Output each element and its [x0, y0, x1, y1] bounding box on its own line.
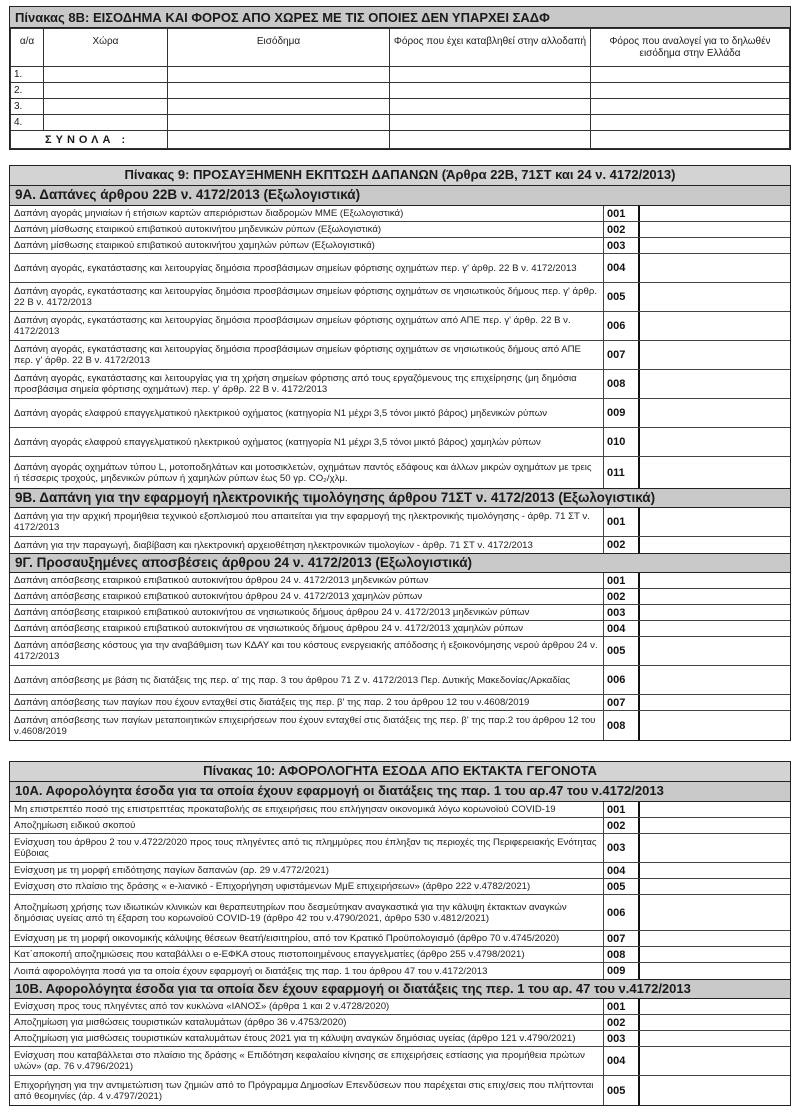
col-header-country: Χώρα: [44, 29, 168, 67]
amount-field[interactable]: [640, 428, 790, 456]
row-description: Δαπάνη αγοράς μηνιαίων ή ετήσιων καρτών απεριόριστων διαδρομών ΜΜΕ (Εξωλογιστικά): [10, 206, 604, 221]
row-code: 002: [604, 537, 640, 553]
row-description: Δαπάνη αγοράς, εγκατάστασης και λειτουργίας δημόσια προσβάσιμων σημείων φόρτισης οχημάτων από ΑΠΕ περ. γ' άρθρ. 22 Β ν. 4172/2013: [10, 312, 604, 340]
amount-field[interactable]: [640, 1047, 790, 1075]
row-code: 001: [604, 999, 640, 1014]
row-description: Ενίσχυση προς τους πληγέντες από τον κυκλώνα «ΙΑΝΟΣ» (άρθρα 1 και 2 ν.4728/2020): [10, 999, 604, 1014]
section-9b-rows: [10, 508, 790, 553]
section-9c-title: 9Γ. Προσαυξημένες αποσβέσεις άρθρου 24 ν. 4172/2013 (Εξωλογιστικά): [10, 553, 790, 573]
amount-field[interactable]: [640, 834, 790, 862]
row-code: 008: [604, 370, 640, 398]
country-field[interactable]: [44, 83, 168, 99]
foreign-tax-field[interactable]: [390, 99, 591, 115]
row-code: 004: [604, 621, 640, 636]
row-description: Δαπάνη αγοράς, εγκατάστασης και λειτουργίας δημόσια προσβάσιμων σημείων φόρτισης οχημάτων σε νησιωτικούς δήμους περ. γ' άρθρ. 22 Β ν. 4172/2013: [10, 283, 604, 311]
section-9c-rows: [10, 573, 790, 740]
row-description: Δαπάνη απόσβεσης κόστους για την αναβάθμιση των ΚΔΑΥ και του κόστους ενεργειακής απόδοσης ή εξοικονόμησης νερού άρθρου 24 ν. 4172/2013: [10, 637, 604, 665]
table-row: [11, 67, 790, 83]
table-10-title: Πίνακας 10: ΑΦΟΡΟΛΟΓΗΤΑ ΕΣΟΔΑ ΑΠΟ ΕΚΤΑΚΤΑ ΓΕΓΟΝΟΤΑ: [10, 762, 790, 782]
section-10b-title: 10Β. Αφορολόγητα έσοδα για τα οποία δεν έχουν εφαρμογή οι διατάξεις της περ. 1 του αρ. 47 του ν.4172/2013: [10, 979, 790, 999]
totals-label: ΣΥΝΟΛΑ :: [11, 131, 168, 149]
row-description: Δαπάνη αγοράς ελαφρού επαγγελματικού ηλεκτρικού οχήματος (κατηγορία Ν1 μέχρι 3,5 τόνοι μικτό βάρος) μηδενικών ρύπων: [10, 399, 604, 427]
row-code: 005: [604, 283, 640, 311]
total-income-field[interactable]: [168, 131, 390, 149]
table-row: [10, 206, 790, 222]
row-code: 008: [604, 947, 640, 962]
row-description: Δαπάνη μίσθωσης εταιρικού επιβατικού αυτοκινήτου μηδενικών ρύπων (Εξωλογιστικά): [10, 222, 604, 237]
table-row: [10, 999, 790, 1015]
row-code: 003: [604, 834, 640, 862]
table-row: [10, 879, 790, 895]
section-10b-rows: [10, 999, 790, 1105]
table-row: [10, 863, 790, 879]
row-description: Δαπάνη απόσβεσης με βάση τις διατάξεις της περ. α' της παρ. 3 του άρθρου 71 Ζ ν. 4172/2013 Περ. Δυτικής Μακεδονίας/Αρκαδίας: [10, 666, 604, 694]
row-code: 001: [604, 206, 640, 221]
table-row: [11, 83, 790, 99]
amount-field[interactable]: [640, 711, 790, 740]
row-number: 4.: [11, 115, 44, 131]
income-field[interactable]: [168, 83, 390, 99]
table-row: [10, 457, 790, 488]
amount-field[interactable]: [640, 222, 790, 237]
table-row: [10, 1076, 790, 1105]
amount-field[interactable]: [640, 895, 790, 930]
row-code: 007: [604, 931, 640, 946]
row-description: Δαπάνη απόσβεσης των παγίων μεταποιητικών επιχειρήσεων που έχουν ενταχθεί στις διατάξεις της περ. β' της παρ.2 του άρθρου 12 του ν.4608/2019: [10, 711, 604, 740]
amount-field[interactable]: [640, 863, 790, 878]
table-row: [10, 711, 790, 740]
row-description: Δαπάνη για την αρχική προμήθεια τεχνικού εξοπλισμού που απαιτείται για την εφαρμογή της ηλεκτρονικής τιμολόγησης - άρθρ. 71 ΣΤ ν. 4172/2013: [10, 508, 604, 536]
amount-field[interactable]: [640, 254, 790, 282]
row-code: 005: [604, 1076, 640, 1105]
table-row: [10, 428, 790, 457]
row-description: Δαπάνη αγοράς, εγκατάστασης και λειτουργίας δημόσια προσβάσιμων σημείων φόρτισης οχημάτων σε νησιωτικούς δήμους από ΑΠΕ περ. γ' άρθρ. 22 Β ν. 4172/2013: [10, 341, 604, 369]
row-code: 011: [604, 457, 640, 488]
row-code: 006: [604, 895, 640, 930]
amount-field[interactable]: [640, 206, 790, 221]
totals-row: [11, 131, 790, 149]
amount-field[interactable]: [640, 312, 790, 340]
table-10: [9, 761, 791, 1106]
greek-tax-field[interactable]: [591, 83, 790, 99]
table-row: [10, 637, 790, 666]
row-description: Δαπάνη για την παραγωγή, διαβίβαση και ηλεκτρονική αρχειοθέτηση ηλεκτρονικών τιμολογίων - άρθρ. 71 ΣΤ ν. 4172/2013: [10, 537, 604, 553]
greek-tax-field[interactable]: [591, 67, 790, 83]
table-row: [10, 834, 790, 863]
row-description: Δαπάνη αγοράς ελαφρού επαγγελματικού ηλεκτρικού οχήματος (κατηγορία Ν1 μέχρι 3,5 τόνοι μικτό βάρος) χαμηλών ρύπων: [10, 428, 604, 456]
row-description: Δαπάνη απόσβεσης εταιρικού επιβατικού αυτοκινήτου άρθρου 24 ν. 4172/2013 χαμηλών ρύπων: [10, 589, 604, 604]
table-row: [10, 895, 790, 931]
amount-field[interactable]: [640, 238, 790, 253]
table-row: [10, 1047, 790, 1076]
col-header-income: Εισόδημα: [168, 29, 390, 67]
amount-field[interactable]: [640, 1076, 790, 1105]
table-row: [10, 537, 790, 553]
amount-field[interactable]: [640, 621, 790, 636]
row-description: Αποζημίωση για μισθώσεις τουριστικών καταλυμάτων (άρθρο 36 ν.4753/2020): [10, 1015, 604, 1030]
table-row: [10, 1031, 790, 1047]
amount-field[interactable]: [640, 879, 790, 894]
amount-field[interactable]: [640, 1015, 790, 1030]
row-code: 001: [604, 508, 640, 536]
table-row: [11, 115, 790, 131]
amount-field[interactable]: [640, 508, 790, 536]
total-foreign-tax-field[interactable]: [390, 131, 591, 149]
section-9a-title: 9Α. Δαπάνες άρθρου 22Β ν. 4172/2013 (Εξωλογιστικά): [10, 186, 790, 206]
amount-field[interactable]: [640, 589, 790, 604]
amount-field[interactable]: [640, 457, 790, 488]
row-description: Δαπάνη αγοράς οχημάτων τύπου L, μοτοποδηλάτων και μοτοσικλετών, οχημάτων παντός εδάφους και άλλων μικρών οχημάτων με τρεις ή τέσσερις τροχούς, μηδενικών ρύπων ή χαμηλών ρύπων έως 50 γρ. CO₂/χλμ.: [10, 457, 604, 488]
table-row: [10, 573, 790, 589]
foreign-tax-field[interactable]: [390, 67, 591, 83]
row-description: Δαπάνη απόσβεσης εταιρικού επιβατικού αυτοκινήτου σε νησιωτικούς δήμους άρθρου 24 ν. 4172/2013 χαμηλών ρύπων: [10, 621, 604, 636]
section-10a-title: 10Α. Αφορολόγητα έσοδα για τα οποία έχουν εφαρμογή οι διατάξεις της παρ. 1 του αρ.47 του ν.4172/2013: [10, 782, 790, 802]
table-row: [10, 963, 790, 979]
row-description: Δαπάνη μίσθωσης εταιρικού επιβατικού αυτοκινήτου χαμηλών ρύπων (Εξωλογιστικά): [10, 238, 604, 253]
amount-field[interactable]: [640, 573, 790, 588]
row-description: Δαπάνη αγοράς, εγκατάστασης και λειτουργίας για τη χρήση σημείων φόρτισης από τους εργαζόμενους της επιχείρησης (μη δημόσια προσβάσιμα σημεία φόρτισης οχημάτων) περ. γ' άρθρ. 22 Β ν. 4172/2013: [10, 370, 604, 398]
table-row: [10, 254, 790, 283]
table-row: [10, 341, 790, 370]
table-row: [10, 312, 790, 341]
income-field[interactable]: [168, 67, 390, 83]
table-row: [10, 621, 790, 637]
amount-field[interactable]: [640, 1031, 790, 1046]
table-9: [9, 165, 791, 741]
row-description: Αποζημίωση ειδικού σκοπού: [10, 818, 604, 833]
table-row: [10, 931, 790, 947]
amount-field[interactable]: [640, 802, 790, 817]
row-code: 002: [604, 589, 640, 604]
row-code: 002: [604, 1015, 640, 1030]
row-code: 003: [604, 238, 640, 253]
greek-tax-field[interactable]: [591, 99, 790, 115]
row-code: 003: [604, 1031, 640, 1046]
row-description: Ενίσχυση με τη μορφή οικονομικής κάλυψης θέσεων θεατή/εισιτηρίου, από τον Κρατικό Προϋπολογισμό (άρθρο 70 ν.4745/2020): [10, 931, 604, 946]
table-row: [10, 283, 790, 312]
row-code: 008: [604, 711, 640, 740]
country-field[interactable]: [44, 115, 168, 131]
row-description: Δαπάνη απόσβεσης των παγίων που έχουν ενταχθεί στις διατάξεις της περ. β' της παρ. 2 του άρθρου 12 του ν.4608/2019: [10, 695, 604, 710]
table-row: [10, 589, 790, 605]
table-8b-title: Πίνακας 8Β: ΕΙΣΟΔΗΜΑ ΚΑΙ ΦΟΡΟΣ ΑΠΟ ΧΩΡΕΣ ΜΕ ΤΙΣ ΟΠΟΙΕΣ ΔΕΝ ΥΠΑΡΧΕΙ ΣΑΔΦ: [10, 7, 790, 28]
table-row: [10, 818, 790, 834]
row-code: 010: [604, 428, 640, 456]
section-9b-title: 9Β. Δαπάνη για την εφαρμογή ηλεκτρονικής τιμολόγησης άρθρου 71ΣΤ ν. 4172/2013 (Εξωλογιστικά): [10, 488, 790, 508]
section-9a-rows: [10, 206, 790, 488]
row-description: Ενίσχυση που καταβάλλεται στο πλαίσιο της δράσης « Επιδότηση κεφαλαίου κίνησης σε επιχειρήσεις εστίασης για προμήθεια πρώτων υλών» (αρ. 76 ν.4796/2021): [10, 1047, 604, 1075]
row-description: Κατ΄αποκοπή αποζημιώσεις που καταβάλλει ο e-ΕΦΚΑ στους πιστοποιημένους επαγγελματίες (άρθρο 255 ν.4798/2021): [10, 947, 604, 962]
row-number: 2.: [11, 83, 44, 99]
row-code: 009: [604, 963, 640, 979]
amount-field[interactable]: [640, 341, 790, 369]
foreign-tax-field[interactable]: [390, 83, 591, 99]
country-field[interactable]: [44, 67, 168, 83]
amount-field[interactable]: [640, 947, 790, 962]
row-code: 005: [604, 637, 640, 665]
col-header-aa: α/α: [11, 29, 44, 67]
amount-field[interactable]: [640, 399, 790, 427]
col-header-foreign-tax: Φόρος που έχει καταβληθεί στην αλλοδαπή: [390, 29, 591, 67]
table-row: [10, 508, 790, 537]
row-description: Λοιπά αφορολόγητα ποσά για τα οποία έχουν εφαρμογή οι διατάξεις της παρ. 1 του άρθρου 47 του ν.4172/2013: [10, 963, 604, 979]
row-description: Ενίσχυση στο πλαίσιο της δράσης « e-λιανικό - Επιχορήγηση υφιστάμενων ΜμΕ επιχειρήσεων» (άρθρο 222 ν.4782/2021): [10, 879, 604, 894]
row-description: Ενίσχυση του άρθρου 2 του ν.4722/2020 προς τους πληγέντες από τις πλημμύρες που έπληξαν τις περιοχές της Περιφερειακής Ενότητας Εύβοιας: [10, 834, 604, 862]
table-8b: [9, 6, 791, 150]
row-code: 001: [604, 573, 640, 588]
table-row: [10, 666, 790, 695]
row-code: 005: [604, 879, 640, 894]
row-code: 006: [604, 666, 640, 694]
amount-field[interactable]: [640, 283, 790, 311]
section-10a-rows: [10, 802, 790, 979]
table-row: [10, 802, 790, 818]
amount-field[interactable]: [640, 695, 790, 710]
table-row: [10, 947, 790, 963]
amount-field[interactable]: [640, 818, 790, 833]
greek-tax-field[interactable]: [591, 115, 790, 131]
amount-field[interactable]: [640, 931, 790, 946]
row-number: 1.: [11, 67, 44, 83]
row-description: Δαπάνη απόσβεσης εταιρικού επιβατικού αυτοκινήτου άρθρου 24 ν. 4172/2013 μηδενικών ρύπων: [10, 573, 604, 588]
amount-field[interactable]: [640, 537, 790, 553]
income-field[interactable]: [168, 115, 390, 131]
row-code: 003: [604, 605, 640, 620]
table-row: [10, 370, 790, 399]
row-description: Μη επιστρεπτέο ποσό της επιστρεπτέας προκαταβολής σε επιχειρήσεις που επλήγησαν οικονομικά λόγω κορωνοϊού COVID-19: [10, 802, 604, 817]
table-row: [10, 1015, 790, 1031]
table-9-title: Πίνακας 9: ΠΡΟΣΑΥΞΗΜΕΝΗ ΕΚΠΤΩΣΗ ΔΑΠΑΝΩΝ (Άρθρα 22Β, 71ΣΤ και 24 ν. 4172/2013): [10, 166, 790, 186]
amount-field[interactable]: [640, 370, 790, 398]
amount-field[interactable]: [640, 637, 790, 665]
row-description: Αποζημίωση για μισθώσεις τουριστικών καταλυμάτων έτους 2021 για τη κάλυψη αναγκών δημόσιας υγείας (άρθρο 121 ν.4790/2021): [10, 1031, 604, 1046]
table-row: [10, 399, 790, 428]
row-number: 3.: [11, 99, 44, 115]
row-code: 007: [604, 341, 640, 369]
foreign-tax-field[interactable]: [390, 115, 591, 131]
row-code: 006: [604, 312, 640, 340]
country-field[interactable]: [44, 99, 168, 115]
amount-field[interactable]: [640, 963, 790, 979]
row-code: 004: [604, 254, 640, 282]
row-description: Αποζημίωση χρήσης των ιδιωτικών κλινικών και θεραπευτηρίων που δεσμεύτηκαν αναγκαστικά για την κάλυψη έκτακτων αναγκών δημόσιας υγείας από τη έξαρση του κορωνοϊού COVID-19 (άρθρο 42 του ν.4790/2021, άρθρο 530 ν.4812/2021): [10, 895, 604, 930]
row-description: Δαπάνη αγοράς, εγκατάστασης και λειτουργίας δημόσια προσβάσιμων σημείων φόρτισης οχημάτων περ. γ' άρθρ. 22 Β ν. 4172/2013: [10, 254, 604, 282]
income-field[interactable]: [168, 99, 390, 115]
table-row: [10, 222, 790, 238]
row-code: 001: [604, 802, 640, 817]
row-code: 004: [604, 1047, 640, 1075]
amount-field[interactable]: [640, 999, 790, 1014]
table-row: [11, 99, 790, 115]
row-code: 004: [604, 863, 640, 878]
col-header-greek-tax: Φόρος που αναλογεί για το δηλωθέν εισόδημα στην Ελλάδα: [591, 29, 790, 67]
table-row: [10, 238, 790, 254]
table-8b-grid: [10, 28, 790, 149]
row-description: Δαπάνη απόσβεσης εταιρικού επιβατικού αυτοκινήτου σε νησιωτικούς δήμους άρθρου 24 ν. 4172/2013 μηδενικών ρύπων: [10, 605, 604, 620]
row-description: Ενίσχυση με τη μορφή επιδότησης παγίων δαπανών (αρ. 29 ν.4772/2021): [10, 863, 604, 878]
row-code: 002: [604, 818, 640, 833]
row-code: 009: [604, 399, 640, 427]
table-row: [10, 695, 790, 711]
amount-field[interactable]: [640, 605, 790, 620]
total-greek-tax-field[interactable]: [591, 131, 790, 149]
row-code: 002: [604, 222, 640, 237]
table-row: [10, 605, 790, 621]
row-code: 007: [604, 695, 640, 710]
row-description: Επιχορήγηση για την αντιμετώπιση των ζημιών από το Πρόγραμμα Δημοσίων Επενδύσεων που παρέχεται στις επιχ/σεις που πλήττονται από θεομηνίες (άρ. 4 ν.4797/2021): [10, 1076, 604, 1105]
amount-field[interactable]: [640, 666, 790, 694]
